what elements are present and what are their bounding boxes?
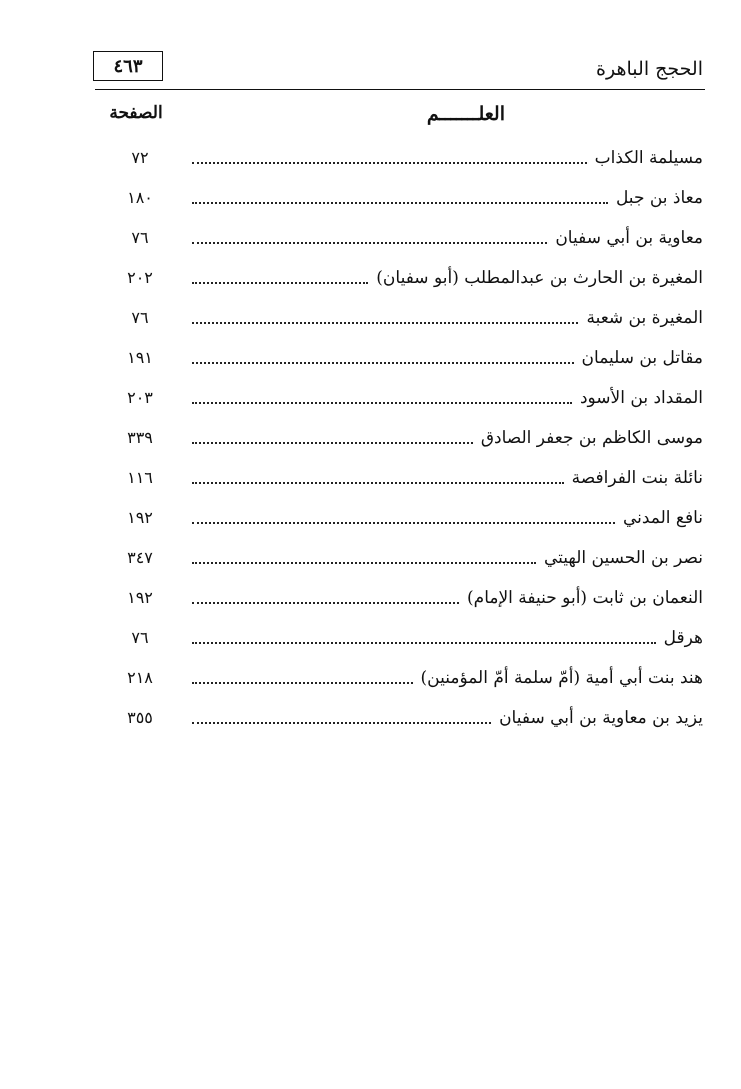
dot-leader: [192, 602, 459, 604]
dot-leader: [192, 362, 574, 364]
entry-page-number: ٣٥٥: [127, 708, 153, 727]
index-entry: [0, 540, 741, 580]
dot-leader: [192, 202, 608, 204]
entry-page-number: ٧٦: [131, 308, 149, 327]
index-entry: [0, 460, 741, 500]
index-entry: [0, 220, 741, 260]
index-entry: [0, 180, 741, 220]
entry-page-number: ٧٢: [131, 148, 149, 167]
entry-name: هرقل: [663, 628, 703, 648]
entry-page-number: ٢١٨: [127, 668, 153, 687]
entry-page-number: ٧٦: [131, 628, 149, 647]
entry-page-number: ٢٠٣: [127, 388, 153, 407]
index-entry: [0, 300, 741, 340]
running-title: الحجج الباهرة: [596, 58, 703, 80]
entry-name: المقداد بن الأسود: [579, 388, 703, 408]
dot-leader: [192, 162, 587, 164]
dot-leader: [192, 482, 564, 484]
entry-name: نصر بن الحسين الهيتي: [543, 548, 703, 568]
column-header-page: الصفحة: [109, 103, 163, 123]
index-entry: [0, 260, 741, 300]
entry-page-number: ١٨٠: [127, 188, 153, 207]
entry-name: مسيلمة الكذاب: [594, 148, 703, 168]
dot-leader: [192, 442, 473, 444]
entry-name: معاوية بن أبي سفيان: [555, 228, 703, 248]
entry-name: نافع المدني: [622, 508, 703, 528]
entry-page-number: ١١٦: [127, 468, 153, 487]
entry-name: يزيد بن معاوية بن أبي سفيان: [499, 708, 703, 728]
dot-leader: [192, 562, 536, 564]
entry-name: هند بنت أبي أمية (أمّ سلمة أمّ المؤمنين): [420, 668, 703, 688]
entry-page-number: ١٩١: [127, 348, 153, 367]
entry-name: موسى الكاظم بن جعفر الصادق: [480, 428, 703, 448]
dot-leader: [192, 242, 547, 244]
dot-leader: [192, 682, 413, 684]
page-number: ٤٦٣: [113, 55, 143, 77]
dot-leader: [192, 642, 656, 644]
entry-name: المغيرة بن شعبة: [586, 308, 703, 328]
entry-page-number: ٣٣٩: [127, 428, 153, 447]
dot-leader: [192, 322, 578, 324]
page-number-box: [93, 51, 163, 81]
index-entry: [0, 620, 741, 660]
entry-page-number: ٧٦: [131, 228, 149, 247]
entry-page-number: ١٩٢: [127, 508, 153, 527]
entry-name: المغيرة بن الحارث بن عبدالمطلب (أبو سفيان): [376, 268, 703, 288]
dot-leader: [192, 282, 368, 284]
dot-leader: [192, 722, 491, 724]
entry-name: نائلة بنت الفرافصة: [571, 468, 703, 488]
index-entry: [0, 380, 741, 420]
column-header-name: العلـــــــم: [426, 103, 505, 125]
index-entry: [0, 140, 741, 180]
entry-name: النعمان بن ثابت (أبو حنيفة الإمام): [467, 588, 703, 608]
entry-name: معاذ بن جبل: [615, 188, 703, 208]
index-entry: [0, 700, 741, 740]
header-rule: [95, 89, 705, 90]
entry-page-number: ٣٤٧: [127, 548, 153, 567]
index-entry: [0, 420, 741, 460]
index-entry: [0, 660, 741, 700]
index-entry: [0, 500, 741, 540]
entry-page-number: ٢٠٢: [127, 268, 153, 287]
index-entry: [0, 580, 741, 620]
entry-page-number: ١٩٢: [127, 588, 153, 607]
entry-name: مقاتل بن سليمان: [581, 348, 703, 368]
dot-leader: [192, 402, 572, 404]
dot-leader: [192, 522, 615, 524]
index-entry: [0, 340, 741, 380]
